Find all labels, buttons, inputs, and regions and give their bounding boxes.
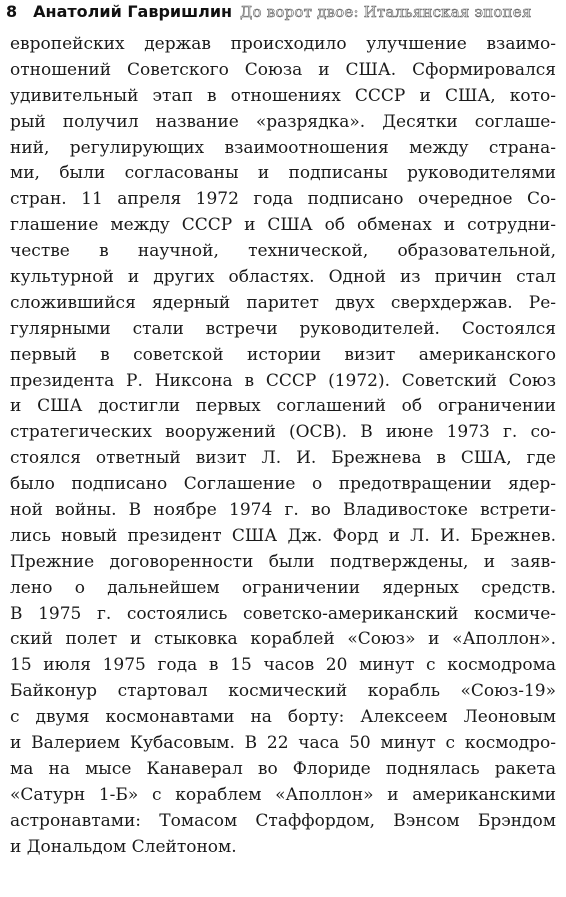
text-line: первый в советской истории визит американского [10,344,556,365]
text-line: Байконур стартовал космический корабль «Союз-19» [10,681,556,702]
text-line: культурной и других областях. Одной из причин стал [10,267,556,288]
text-line: лено о дальнейшем ограничении ядерных средств. [10,577,556,598]
text-line: В 1975 г. состоялись советско-американский космиче- [10,603,556,624]
text-line: ной войны. В ноябре 1974 г. во Владивостоке встрети- [10,500,556,521]
text-line: европейских держав происходило улучшение взаимо- [10,34,556,54]
text-line: отношений Советского Союза и США. Сформировался [10,59,556,80]
text-line: и Валерием Кубасовым. В 22 часа 50 минут с космодро- [10,733,556,754]
page-number: 8 [6,2,18,21]
text-line: президента Р. Никсона в СССР (1972). Советский Союз [10,370,556,391]
text-line: лись новый президент США Дж. Форд и Л. И. Брежнев. [10,525,556,546]
running-header [6,2,560,28]
book-title: До ворот двое: Итальянская эпопея [240,3,532,21]
text-line: сложившийся ядерный паритет двух сверхдержав. Ре- [10,292,556,313]
text-line: честве в научной, технической, образовательной, [10,241,556,262]
text-line: ский полет и стыковка кораблей «Союз» и «Аполлон». [10,629,556,650]
text-line: глашение между СССР и США об обменах и сотрудни- [10,215,556,236]
body-text [10,32,556,861]
text-line: гулярными стали встречи руководителей. Состоялся [10,318,556,339]
text-line: с двумя космонавтами на борту: Алексеем Леоновым [10,707,556,728]
text-line: и Дональдом Слейтоном. [10,836,237,857]
text-line: ми, были согласованы и подписаны руководителями [10,163,556,184]
text-line: ний, регулирующих взаимоотношения между страна- [10,137,556,158]
text-line: Прежние договоренности были подтверждены, и заяв- [10,551,556,572]
text-line: ма на мысе Канаверал во Флориде поднялась ракета [10,758,556,779]
text-line: рый получил название «разрядка». Десятки соглаше- [10,111,556,132]
author-name: Анатолий Гавришлин [33,2,233,21]
text-line: и США достигли первых соглашений об ограничении [10,396,556,417]
text-line: астронавтами: Томасом Стаффордом, Вэнсом Брэндом [10,810,556,831]
text-line: стратегических вооружений (ОСВ). В июне 1973 г. со- [10,422,556,443]
text-line: удивительный этап в отношениях СССР и США, кото- [10,85,556,106]
text-line: 15 июля 1975 года в 15 часов 20 минут с космодрома [10,655,556,676]
text-line: стоялся ответный визит Л. И. Брежнева в США, где [10,448,556,469]
text-line: стран. 11 апреля 1972 года подписано очередное Со- [10,189,556,210]
text-line: «Сатурн 1-Б» с кораблем «Аполлон» и американскими [10,784,556,805]
text-line: было подписано Соглашение о предотвращении ядер- [10,474,556,495]
